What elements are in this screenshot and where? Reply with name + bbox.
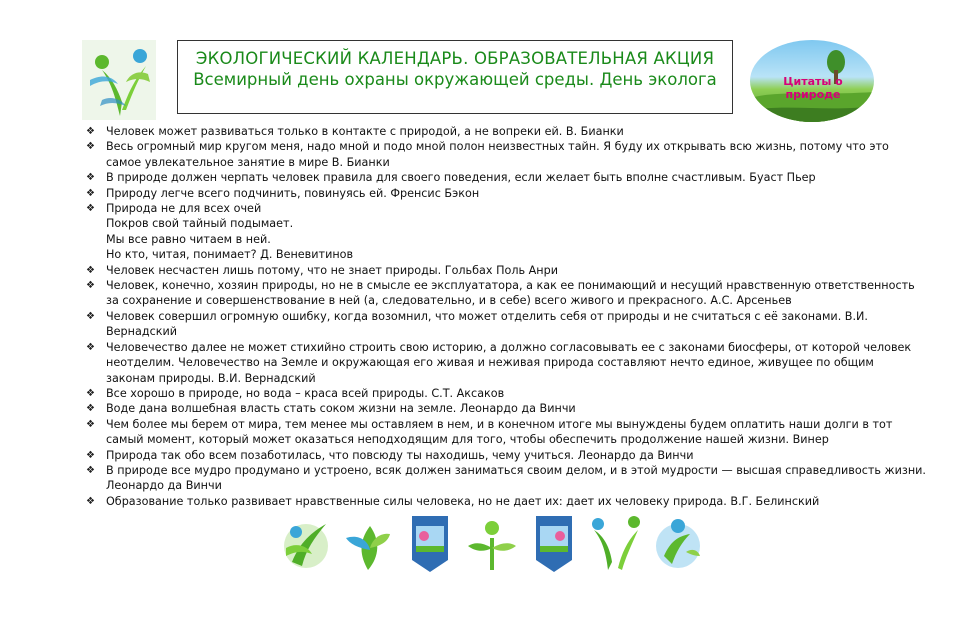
quote-item: [86, 386, 926, 401]
bullet-icon: ❖: [86, 187, 95, 199]
bullet-icon: ❖: [86, 126, 95, 137]
title-box: [177, 40, 733, 114]
quote-text: Человек совершил огромную ошибку, когда возомнил, что может отделить себя от природы и не считаться с её законами. В.И. Вернадский: [106, 309, 868, 339]
quotes-badge: [750, 40, 874, 122]
earth-person-icon: [650, 512, 706, 574]
quote-text: Природа так обо всем позаботилась, что повсюду ты находишь, чему учиться. Леонардо да Винчи: [106, 448, 694, 462]
quote-text: Человек, конечно, хозяин природы, но не в смысле ее эксплуататора, а как ее понимающий и несущий нравственную ответственность за сохранение и совершенствование в ней (а, следовательно, и в себе) всего живого и прекрасного. А.С. Арсеньев: [106, 279, 915, 308]
quote-text: Человек может развиваться только в контакте с природой, а не вопреки ей. В. Бианки: [106, 125, 624, 138]
quote-text: В природе должен черпать человек правила для своего поведения, если желает быть вполне счастливым. Буаст Пьер: [106, 171, 816, 185]
quote-text: В природе все мудро продумано и устроено, всяк должен заниматься своим делом, и в этой мудрости — высшая справедливость жизни. Леонардо да Винчи: [106, 463, 926, 493]
quote-text: Весь огромный мир кругом меня, надо мной и подо мной полон неизвестных тайн. Я буду их открывать всю жизнь, потому что это самое увлекательное занятие в мире В. Бианки: [106, 140, 889, 169]
quote-item: [86, 494, 926, 509]
quote-item: [86, 139, 926, 170]
sprout-person-icon: [464, 512, 520, 574]
quote-item: [86, 463, 926, 494]
quote-item: [86, 124, 926, 139]
quote-text: Человечество далее не может стихийно строить свою историю, а должно согласовывать ее с законами биосферы, от которой человек неотделим. Человечество на Земле и окружающая его живая и неживая природа составляют нечто единое, живущее по общим законам природы. В.И. Вернадский: [106, 340, 912, 385]
bullet-icon: ❖: [86, 464, 95, 476]
quote-text: Образование только развивает нравственные силы человека, но не дает их: дает их человеку природа. В.Г. Белинский: [106, 494, 820, 508]
quote-item: [86, 401, 926, 416]
quote-item: [86, 340, 926, 386]
quote-text: Все хорошо в природе, но вода – краса всей природы. С.Т. Аксаков: [106, 386, 505, 400]
bullet-icon: ❖: [86, 280, 95, 292]
quote-item: [86, 186, 926, 201]
quotes-list: [86, 124, 926, 509]
bullet-icon: ❖: [86, 310, 95, 322]
bullet-icon: ❖: [86, 387, 95, 399]
page-title: ЭКОЛОГИЧЕСКИЙ КАЛЕНДАРЬ. ОБРАЗОВАТЕЛЬНАЯ АКЦИЯ: [195, 49, 715, 68]
quote-item: [86, 448, 926, 463]
eco-people-icon: [588, 512, 644, 574]
quote-item: [86, 309, 926, 340]
bullet-icon: ❖: [86, 449, 95, 461]
bullet-icon: ❖: [86, 172, 95, 184]
bullet-icon: ❖: [86, 495, 95, 507]
quote-item: [86, 170, 926, 185]
page-subtitle: Всемирный день охраны окружающей среды. День эколога: [193, 70, 717, 89]
quote-item: [86, 201, 926, 263]
quote-text: Чем более мы берем от мира, тем менее мы оставляем в нем, и в конечном итоге мы вынуждены будем оплатить наши долги в тот самый момент, который может оказаться неподходящим для того, чтобы обеспечить продолжение нашей жизни. Винер: [106, 417, 893, 447]
bullet-icon: ❖: [86, 341, 95, 353]
eco-people-icon: [278, 512, 334, 574]
water-person-icon: [402, 512, 458, 574]
leaf-globe-icon: [340, 512, 396, 574]
bullet-icon: ❖: [86, 203, 95, 215]
bullet-icon: ❖: [86, 141, 95, 153]
quote-text: Природа не для всех очей Покров свой тайный подымает. Мы все равно читаем в ней. Но кто, читая, понимает? Д. Веневитинов: [106, 202, 354, 262]
quote-item: [86, 417, 926, 448]
eco-poster-icon: [526, 512, 582, 574]
quote-item: [86, 263, 926, 278]
quote-item: [86, 278, 926, 309]
quote-text: Природу легче всего подчинить, повинуясь ей. Френсис Бэкон: [106, 186, 480, 200]
bullet-icon: ❖: [86, 264, 95, 276]
icons-row: [278, 512, 698, 577]
bullet-icon: ❖: [86, 403, 95, 415]
badge-label: Цитаты о природе: [783, 75, 843, 101]
quote-text: Воде дана волшебная власть стать соком жизни на земле. Леонардо да Винчи: [106, 402, 576, 416]
bullet-icon: ❖: [86, 418, 95, 430]
eco-people-logo-icon: [82, 40, 156, 120]
quote-text: Человек несчастен лишь потому, что не знает природы. Гольбах Поль Анри: [106, 263, 558, 277]
